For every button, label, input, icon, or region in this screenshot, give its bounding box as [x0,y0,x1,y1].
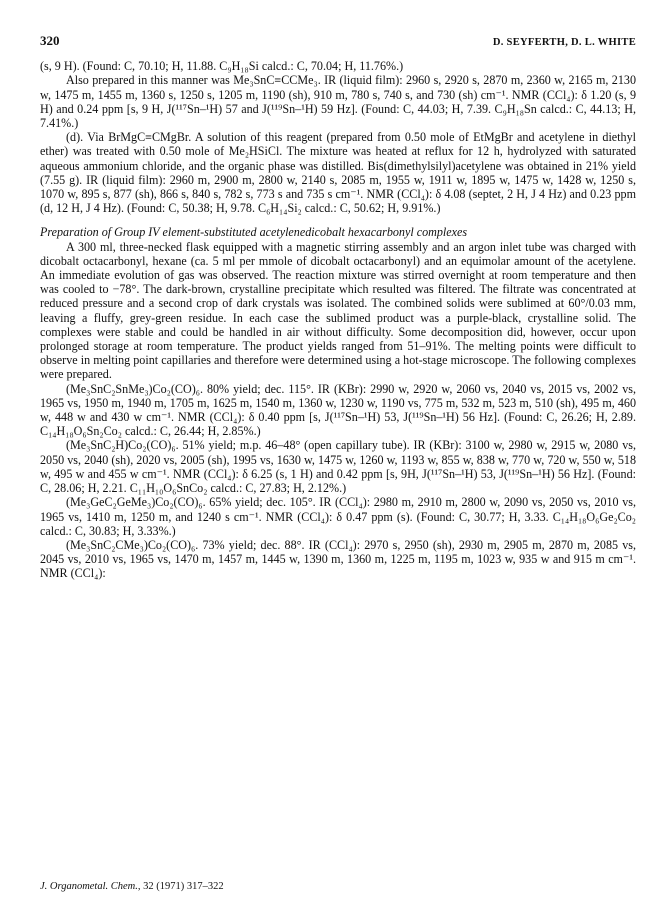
paragraph-procedure: A 300 ml, three-necked flask equipped with a magnetic stirring assembly and an argon inlet tube was charged with dicobalt octacarbonyl, hexane (ca. 5 ml per mmole of dicobalt octacarbonyl) and an equimolar amount of the acetylene. An immediate evolution of gas was observed. The reaction mixture was stirred overnight at room temperature and then was cooled to −78°. The dark-brown, crystalline precipitate which resulted was filtered. The filtrate was concentrated at reduced pressure and a second crop of dark crystals was isolated. The combined solids were sublimed at 60°/0.03 mm, leaving a fluffy, grey-green residue. In each case the sublimed product was a purple-black, crystalline solid. The complexes were stable and could be handled in air without difficulty. Some decomposition did, however, occur upon prolonged storage at room temperature. The product yields ranged from 51–91%. The melting points were difficult to observe in melting point capillaries and therefore were determined using a hot-stage microscope. The following complexes were prepared. [40,239,636,382]
page-number: 320 [40,33,60,48]
paragraph-complex-gege: (Me₃GeC₂GeMe₃)Co₂(CO)₆. 65% yield; dec. 105°. IR (CCl₄): 2980 m, 2910 m, 2800 w, 2090 vs, 2050 vs, 2010 vs, 1965 vs, 1410 m, 1250 m, and 1240 s cm⁻¹. NMR (CCl₄): δ 0.47 ppm (s). (Found: C, 30.77; H, 3.33. C₁₄H₁₈O₆Ge₂Co₂ calcd.: C, 30.83; H, 3.33%.) [40,495,636,538]
running-head [40,34,636,50]
running-head-authors: D. SEYFERTH, D. L. WHITE [492,37,636,48]
paragraph-found-c9h18si: (s, 9 H). (Found: C, 70.10; H, 11.88. C₉H₁₈Si calcd.: C, 70.04; H, 11.76%.) [40,59,404,74]
paragraph-via-brmg: (d). Via BrMgC≡CMgBr. A solution of this reagent (prepared from 0.50 mole of EtMgBr and acetylene in diethyl ether) was treated with 0.50 mole of Me₂HSiCl. The mixture was heated at reflux for 12 h, hydrolyzed with saturated aqueous ammonium chloride, and the organic phase was distilled. Bis(dimethylsilyl)acetylene was obtained in 21% yield (7.55 g). IR (liquid film): 2960 m, 2900 m, 2800 w, 2140 s, 2085 m, 1955 w, 1911 w, 1895 w, 1475 w, 1428 w, 1250 s, 1070 w, 895 s, 877 (sh), 866 s, 840 s, 782 s, 773 s and 735 s cm⁻¹. NMR (CCl₄): δ 4.08 (septet, 2 H, J 4 Hz) and 0.23 ppm (d, 12 H, J 4 Hz). (Found: C, 50.38; H, 9.78. C₆H₁₄Si₂ calcd.: C, 50.62; H, 9.91%.) [40,130,636,216]
journal-footer [40,880,224,894]
journal-citation: 32 (1971) 317–322 [143,880,224,892]
paragraph-complex-snh: (Me₃SnC₂H)Co₂(CO)₆. 51% yield; m.p. 46–48° (open capillary tube). IR (KBr): 3100 w, 2980 w, 2915 w, 2080 vs, 2050 vs, 2040 (sh), 2020 vs, 2005 (sh), 1995 vs, 1630 w, 1475 w, 1260 w, 1193 w, 855 w, 838 w, 770 w, 720 w, 550 w, 518 w, 495 w and 455 w cm⁻¹. NMR (CCl₄): δ 6.25 (s, 1 H) and 0.42 ppm [s, 9H, J(¹¹⁷Sn–¹H) 53, J(¹¹⁹Sn–¹H) 56 Hz]. (Found: C, 28.06; H, 2.21. C₁₁H₁₀O₆SnCo₂ calcd.: C, 27.83; H, 2.12%.) [40,438,636,496]
paragraph-complex-snsn: (Me₃SnC₂SnMe₃)Co₂(CO)₆. 80% yield; dec. 115°. IR (KBr): 2990 w, 2920 w, 2060 vs, 2040 vs, 2015 vs, 2002 vs, 1965 vs, 1950 m, 1940 m, 1705 m, 1625 m, 1540 m, 1360 w, 1230 w, 1190 vs, 775 m, 532 m, 523 m, 510 (sh), 495 m, 460 w, 448 w and 430 w cm⁻¹. NMR (CCl₄): δ 0.40 ppm [s, J(¹¹⁷Sn–¹H) 53, J(¹¹⁹Sn–¹H) 56 Hz]. (Found: C, 26.26; H, 2.89. C₁₄H₁₈O₆Sn₂Co₂ calcd.: C, 26.44; H, 2.85%.) [40,381,636,439]
paragraph-complex-snc: (Me₃SnC₂CMe₃)Co₂(CO)₆. 73% yield; dec. 88°. IR (CCl₄): 2970 s, 2950 (sh), 2930 m, 2905 m, 2870 m, 2085 vs, 2045 vs, 2010 vs, 1965 vs, 1470 m, 1457 m, 1445 w, 1390 m, 1360 m, 1225 m, 1195 m, 1023 w, 935 w and 915 m cm⁻¹. NMR (CCl₄): [40,537,636,581]
paragraph-me3snccme3: Also prepared in this manner was Me₃SnC≡CCMe₃. IR (liquid film): 2960 s, 2920 s, 2870 m, 2360 w, 2165 m, 2130 w, 1475 m, 1455 m, 1360 s, 1250 s, 1205 m, 1190 (sh), 910 m, 780 s, 740 s, and 730 (sh) cm⁻¹. NMR (CCl₄): δ 1.20 (s, 9 H) and 0.24 ppm [s, 9 H, J(¹¹⁷Sn–¹H) 57 and J(¹¹⁹Sn–¹H) 59 Hz]. (Found: C, 44.03; H, 7.39. C₉H₁₈Sn calcd.: C, 44.13; H, 7.41%.) [40,73,636,131]
journal-name: J. Organometal. Chem., [40,880,141,892]
body-text [40,59,636,580]
section-heading: Preparation of Group IV element-substituted acetylenedicobalt hexacarbonyl complexes [40,225,468,240]
